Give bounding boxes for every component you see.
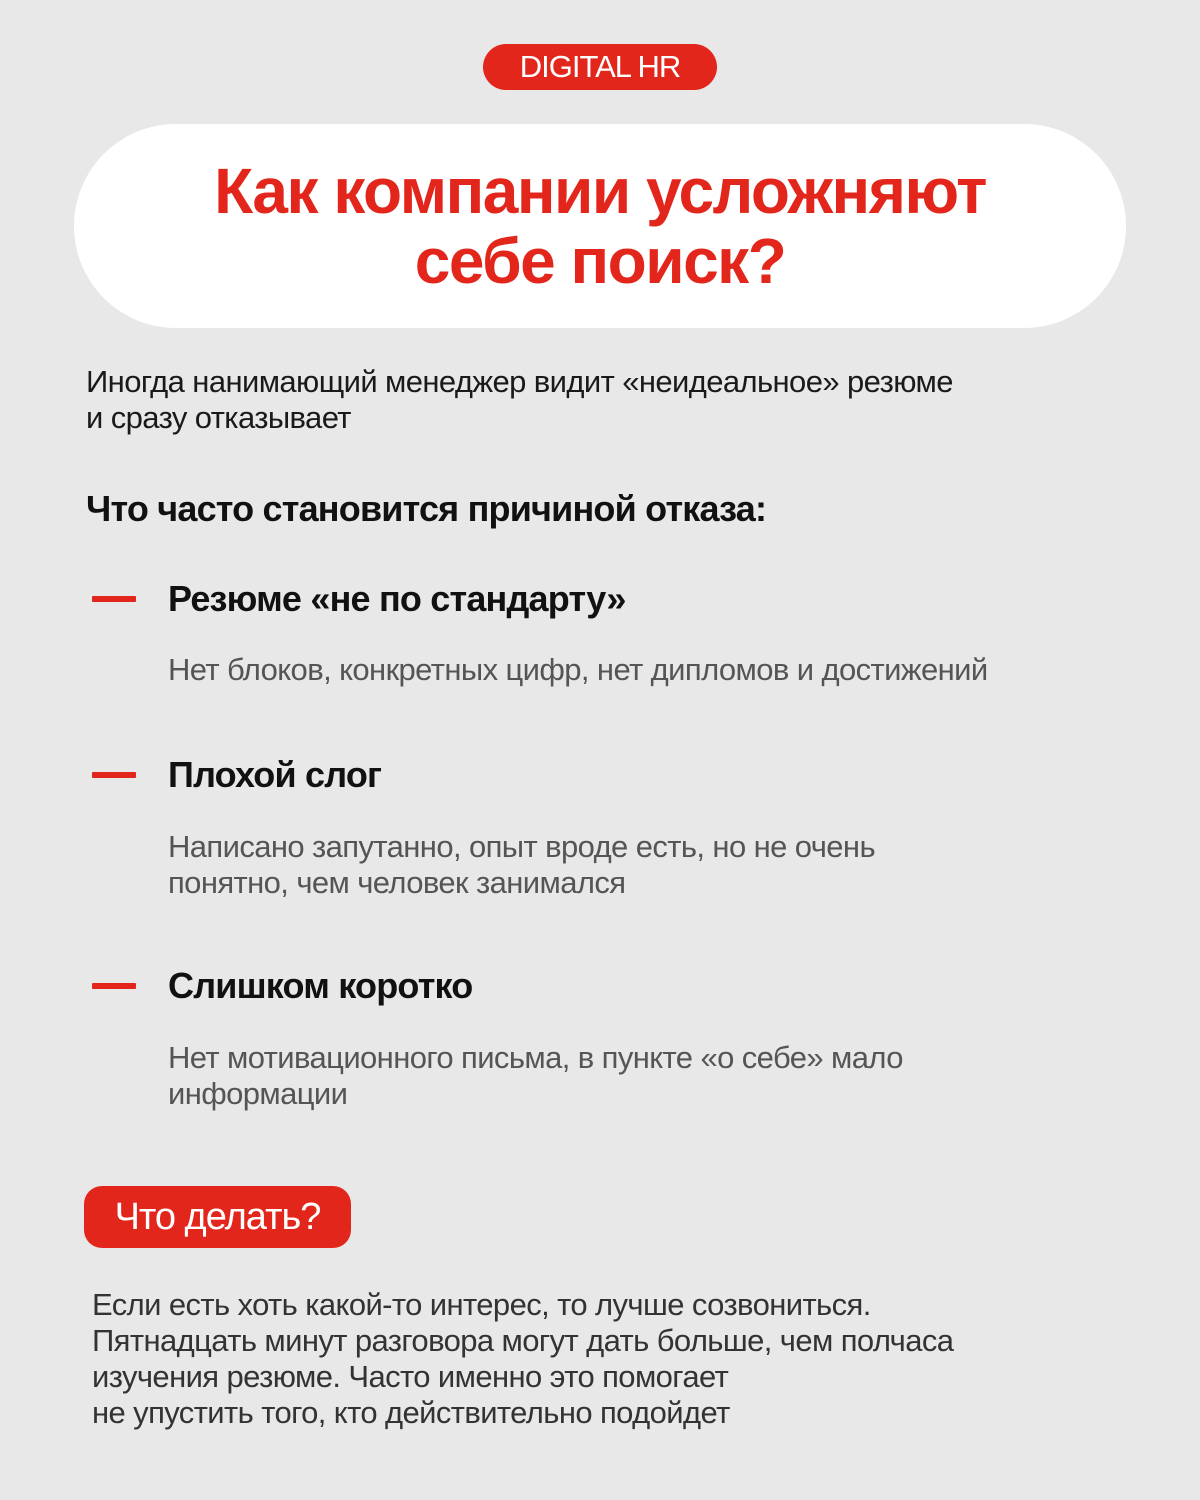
dash-marker — [92, 772, 136, 778]
reason-description — [168, 1040, 1158, 1112]
reason-title: Плохой слог — [168, 754, 382, 795]
reason-description — [168, 652, 1158, 688]
what-to-do-label: Что делать? — [114, 1195, 321, 1238]
reason-title: Слишком коротко — [168, 965, 473, 1006]
advice-line-1: Если есть хоть какой-то интерес, то лучше созвониться. — [92, 1287, 871, 1322]
advice-line-3: изучения резюме. Часто именно это помогает — [92, 1359, 729, 1394]
reason-description-line: Написано запутанно, опыт вроде есть, но не очень — [168, 829, 875, 864]
page-title — [110, 156, 1090, 296]
brand-badge — [483, 44, 717, 90]
reason-description-line: Нет блоков, конкретных цифр, нет дипломов и достижений — [168, 652, 988, 687]
intro-line-2: и сразу отказывает — [86, 400, 351, 435]
dash-marker — [92, 983, 136, 989]
reason-description — [168, 829, 1158, 901]
advice-line-2: Пятнадцать минут разговора могут дать больше, чем полчаса — [92, 1323, 954, 1358]
intro-text — [86, 364, 1126, 436]
title-card — [74, 124, 1126, 328]
page-title-line-1: Как компании усложняют — [214, 155, 986, 227]
advice-text — [92, 1287, 1152, 1431]
reason-title: Резюме «не по стандарту» — [168, 578, 626, 619]
reason-description-line: информации — [168, 1076, 348, 1111]
brand-label: DIGITAL HR — [519, 49, 681, 84]
dash-marker — [92, 596, 136, 602]
intro-line-1: Иногда нанимающий менеджер видит «неидеальное» резюме — [86, 364, 953, 399]
reason-description-line: понятно, чем человек занимался — [168, 865, 626, 900]
what-to-do-badge — [84, 1186, 351, 1248]
section-heading: Что часто становится причиной отказа: — [86, 488, 767, 529]
reason-description-line: Нет мотивационного письма, в пункте «о себе» мало — [168, 1040, 903, 1075]
advice-line-4: не упустить того, кто действительно подойдет — [92, 1395, 730, 1430]
page-title-line-2: себе поиск? — [414, 225, 786, 297]
